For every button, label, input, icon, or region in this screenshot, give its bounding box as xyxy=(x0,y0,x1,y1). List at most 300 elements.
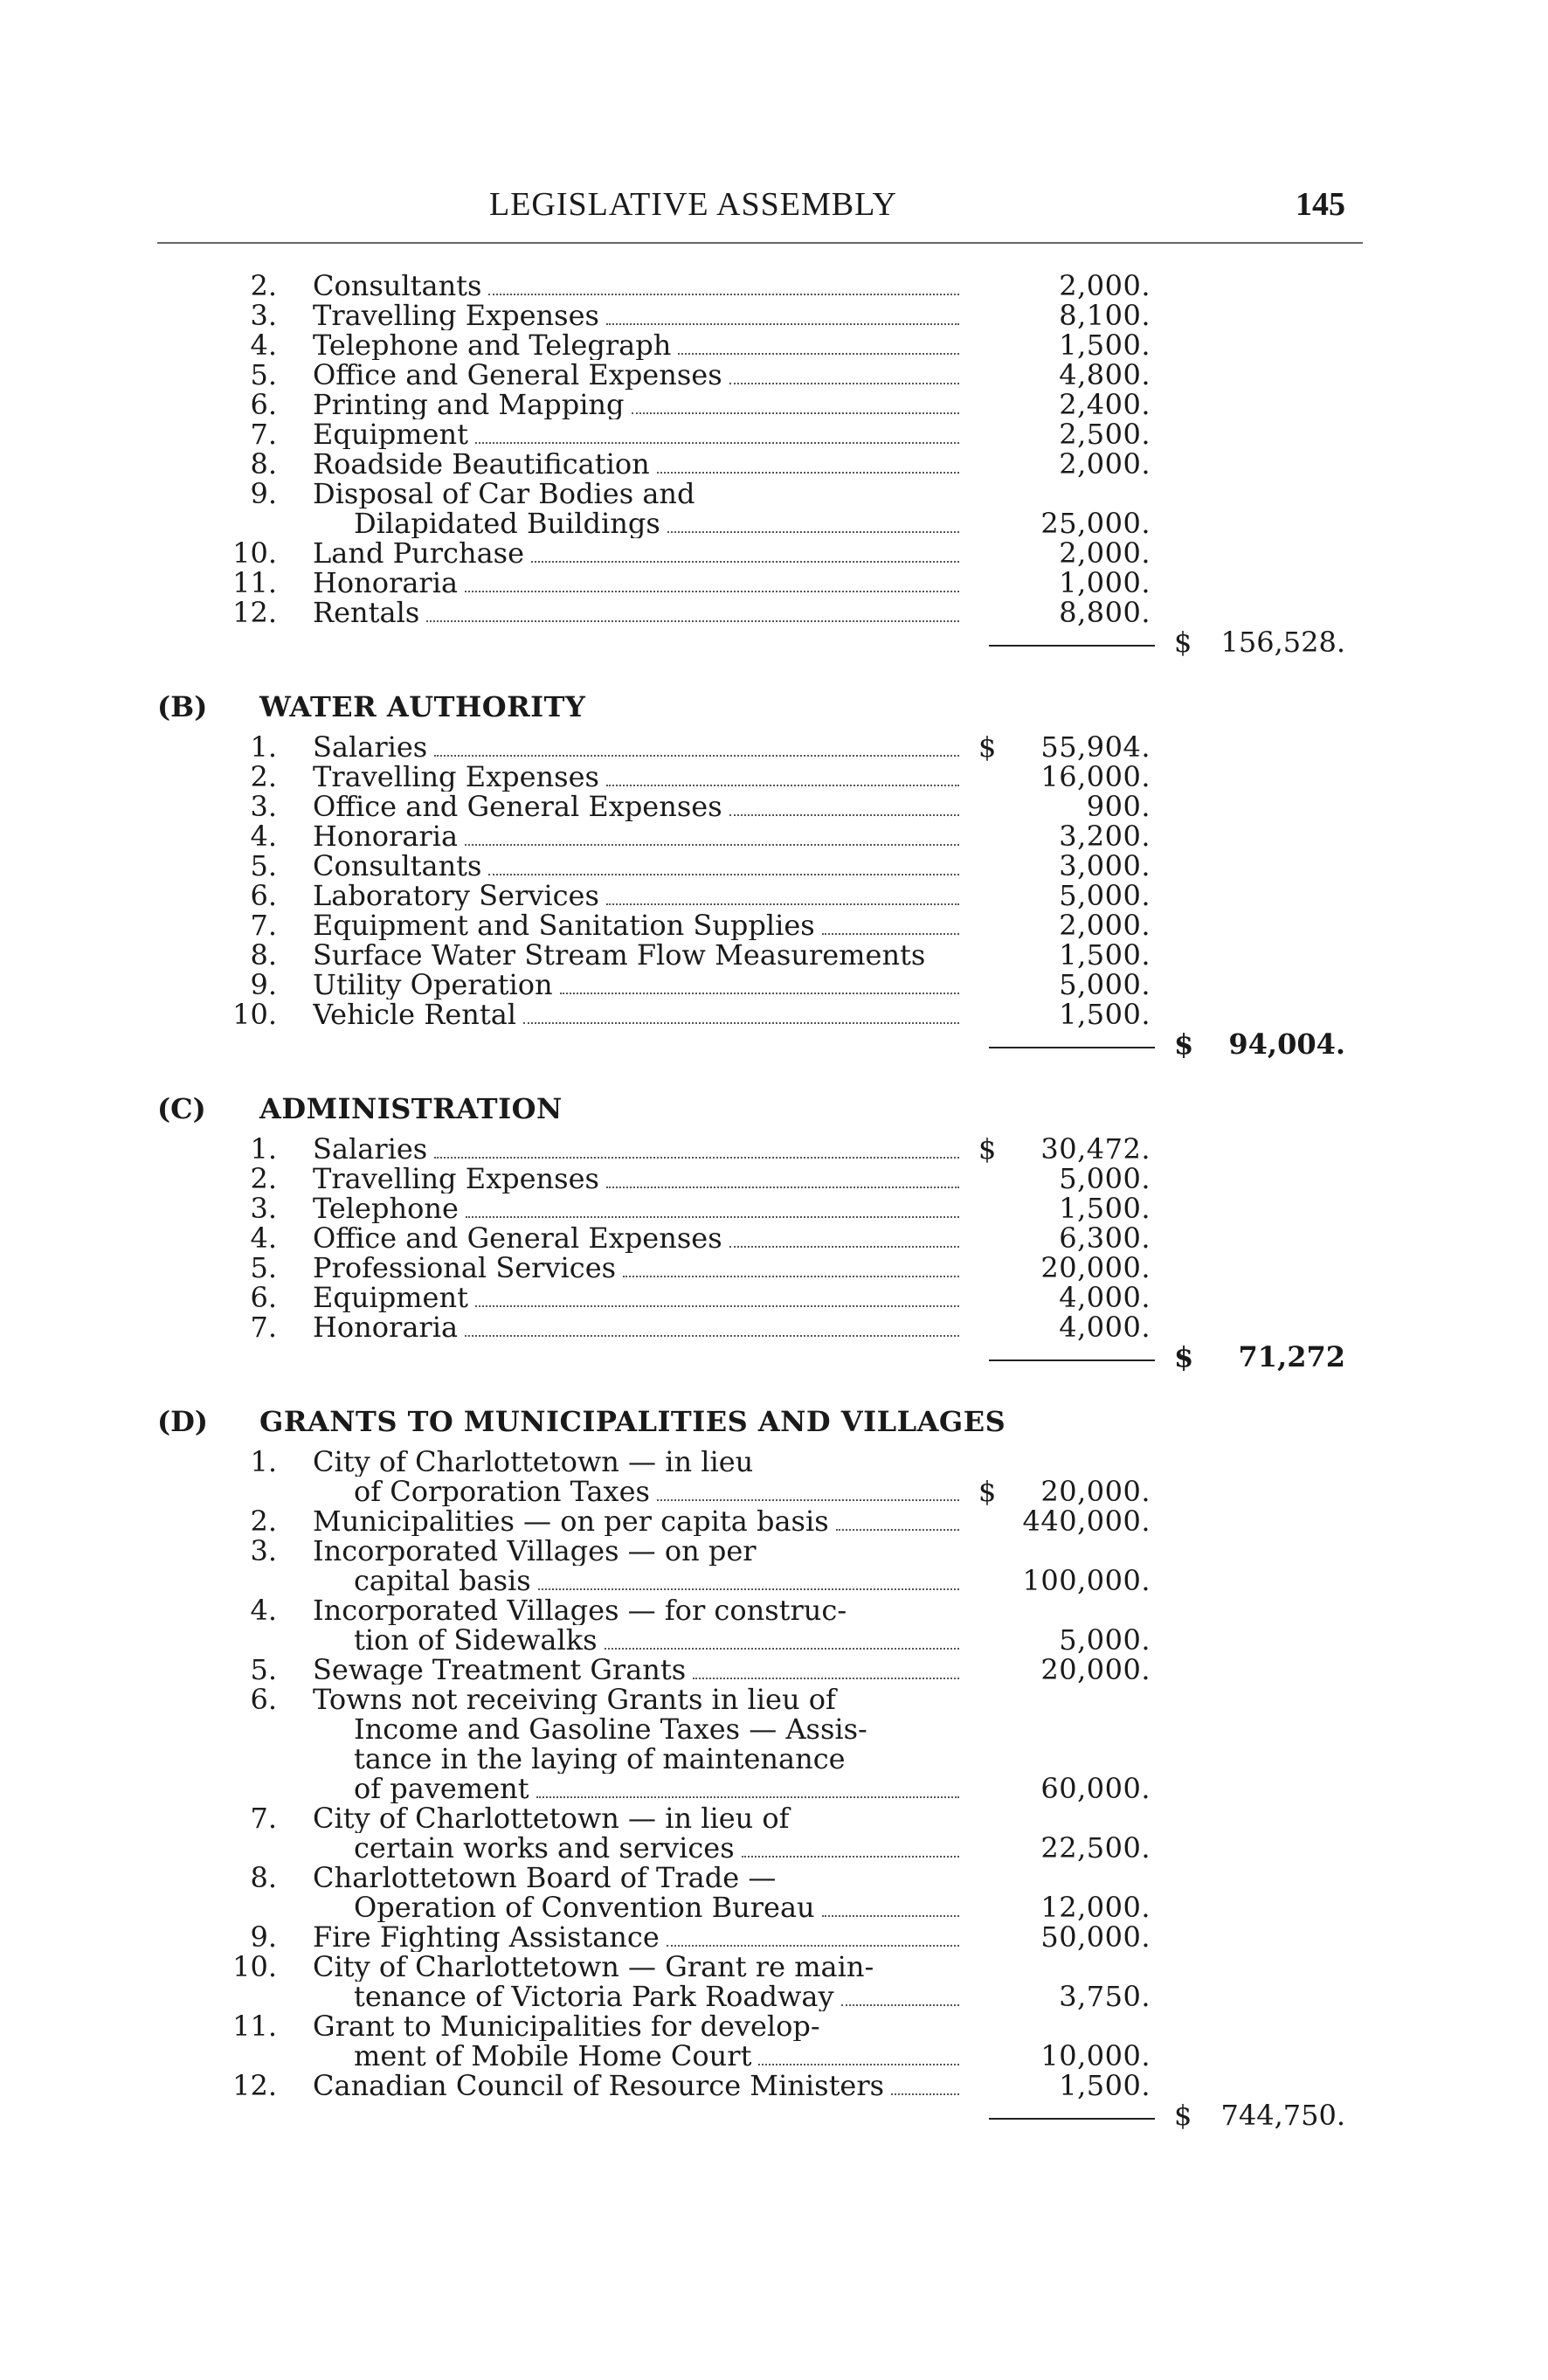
line-item xyxy=(0,1892,1548,1922)
line-item xyxy=(0,1685,1548,1714)
item-amount: 25,000. xyxy=(1040,507,1151,540)
item-number: 4. xyxy=(250,1221,277,1255)
item-number: 5. xyxy=(250,358,277,391)
item-amount: 1,500. xyxy=(1059,1192,1151,1225)
part-c-items xyxy=(0,1134,1548,1342)
item-number: 5. xyxy=(250,1653,277,1686)
section-letter: (B) xyxy=(157,690,208,723)
item-label: Honoraria xyxy=(313,821,459,851)
dot-leader xyxy=(891,2093,959,2095)
item-number: 3. xyxy=(250,790,277,823)
item-description xyxy=(313,330,959,360)
item-amount: 2,400. xyxy=(1059,388,1151,421)
line-item xyxy=(0,598,1548,627)
item-label: Sewage Treatment Grants xyxy=(313,1655,687,1685)
item-label: certain works and services xyxy=(354,1833,735,1863)
item-amount: 8,100. xyxy=(1059,299,1151,332)
item-label: Dilapidated Buildings xyxy=(354,509,660,538)
item-number: 11. xyxy=(232,566,277,599)
item-amount: 1,500. xyxy=(1059,938,1151,972)
item-label: tance in the laying of maintenance xyxy=(354,1744,846,1774)
item-amount: 5,000. xyxy=(1059,968,1151,1001)
item-label: Vehicle Rental xyxy=(313,1000,517,1029)
item-description xyxy=(313,1655,959,1685)
item-number: 3. xyxy=(250,1192,277,1225)
subtotal-rule xyxy=(989,1360,1155,1361)
dot-leader xyxy=(434,1157,959,1159)
line-item xyxy=(0,1566,1548,1595)
item-amount: 3,200. xyxy=(1059,820,1151,853)
item-label: Towns not receiving Grants in lieu of xyxy=(313,1685,836,1714)
item-description xyxy=(313,1506,959,1536)
item-description xyxy=(313,479,959,509)
item-description xyxy=(313,881,959,910)
item-description xyxy=(354,1625,959,1655)
item-label: Telephone and Telegraph xyxy=(313,330,672,360)
dot-leader xyxy=(475,442,959,444)
dot-leader xyxy=(466,1216,959,1218)
item-number: 1. xyxy=(250,1445,277,1478)
item-description xyxy=(354,1714,959,1744)
item-amount: 5,000. xyxy=(1059,1162,1151,1195)
item-amount: 6,300. xyxy=(1059,1221,1151,1255)
item-description xyxy=(313,1803,959,1833)
item-description xyxy=(313,598,959,627)
line-item xyxy=(0,1253,1548,1283)
total-dollar-sign: $ xyxy=(1174,626,1192,659)
item-number: 4. xyxy=(250,329,277,362)
part-a-total-line xyxy=(0,627,1548,657)
item-label: City of Charlottetown — Grant re main- xyxy=(313,1952,874,1982)
item-label: Travelling Expenses xyxy=(313,762,599,792)
dot-leader xyxy=(678,353,959,355)
dot-leader xyxy=(538,1588,959,1590)
item-number: 12. xyxy=(232,596,277,629)
line-item xyxy=(0,1477,1548,1506)
dollar-sign: $ xyxy=(978,1132,997,1166)
item-number: 6. xyxy=(250,879,277,912)
item-amount: 3,750. xyxy=(1059,1980,1151,2013)
item-description xyxy=(354,1892,959,1922)
line-item xyxy=(0,1982,1548,2011)
dot-leader xyxy=(465,844,959,846)
item-label: Salaries xyxy=(313,732,428,762)
dot-leader xyxy=(465,591,959,592)
item-number: 7. xyxy=(250,1802,277,1835)
item-description xyxy=(313,2011,959,2041)
item-amount: 5,000. xyxy=(1059,879,1151,912)
subtotal-rule xyxy=(989,645,1155,647)
line-item xyxy=(0,1134,1548,1164)
section-letter: (D) xyxy=(157,1405,209,1438)
line-item xyxy=(0,792,1548,821)
dot-leader xyxy=(465,1335,959,1337)
item-label: Professional Services xyxy=(313,1253,617,1283)
item-number: 1. xyxy=(250,1132,277,1166)
item-description xyxy=(313,360,959,390)
line-item xyxy=(0,1833,1548,1863)
total-dollar-sign: $ xyxy=(1174,1340,1194,1373)
item-label: ment of Mobile Home Court xyxy=(354,2041,752,2071)
item-number: 2. xyxy=(250,1162,277,1195)
item-description xyxy=(313,449,959,479)
item-number: 4. xyxy=(250,820,277,853)
line-item xyxy=(0,419,1548,449)
item-label: City of Charlottetown — in lieu xyxy=(313,1447,754,1477)
item-label: Incorporated Villages — for construc- xyxy=(313,1595,847,1625)
section-letter: (C) xyxy=(157,1092,206,1125)
item-label: Utility Operation xyxy=(313,970,553,1000)
item-number: 3. xyxy=(250,1534,277,1567)
item-label: Laboratory Services xyxy=(313,881,599,910)
item-number: 2. xyxy=(250,1505,277,1538)
item-label: Land Purchase xyxy=(313,538,524,568)
item-amount: 900. xyxy=(1086,790,1151,823)
item-number: 8. xyxy=(250,938,277,972)
item-label: Consultants xyxy=(313,851,482,881)
item-label: Consultants xyxy=(313,271,482,301)
item-amount: 22,500. xyxy=(1040,1831,1151,1865)
line-item xyxy=(0,1506,1548,1536)
line-item xyxy=(0,1000,1548,1029)
subtotal-rule xyxy=(989,2118,1155,2120)
line-item xyxy=(0,1863,1548,1892)
item-amount: 2,000. xyxy=(1059,447,1151,481)
page-content xyxy=(0,271,1548,2130)
line-item xyxy=(0,1223,1548,1253)
line-item xyxy=(0,1952,1548,1982)
line-item xyxy=(0,1312,1548,1342)
line-item xyxy=(0,821,1548,851)
item-description xyxy=(313,1312,959,1342)
item-number: 3. xyxy=(250,299,277,332)
item-number: 8. xyxy=(250,1861,277,1894)
item-description xyxy=(313,1253,959,1283)
dot-leader xyxy=(488,874,959,875)
item-number: 1. xyxy=(250,730,277,764)
dot-leader xyxy=(632,412,959,414)
dot-leader xyxy=(841,2004,959,2006)
part-b-total-line xyxy=(0,1029,1548,1059)
item-amount: 440,000. xyxy=(1022,1505,1151,1538)
item-label: Travelling Expenses xyxy=(313,301,599,330)
item-amount: 16,000. xyxy=(1040,760,1151,793)
item-number: 11. xyxy=(232,2010,277,2043)
line-item xyxy=(0,301,1548,330)
dot-leader xyxy=(606,785,959,786)
section-title: WATER AUTHORITY xyxy=(259,690,586,723)
item-label: capital basis xyxy=(354,1566,531,1595)
line-item xyxy=(0,1193,1548,1223)
item-label: Travelling Expenses xyxy=(313,1164,599,1193)
item-label: Surface Water Stream Flow Measurements xyxy=(313,940,926,970)
dot-leader xyxy=(426,620,959,622)
line-item xyxy=(0,851,1548,881)
item-description xyxy=(313,1134,959,1164)
item-description xyxy=(313,732,959,762)
section-b-heading xyxy=(0,680,1548,732)
item-amount: 1,500. xyxy=(1059,329,1151,362)
item-amount: 5,000. xyxy=(1059,1623,1151,1657)
item-amount: 10,000. xyxy=(1040,2039,1151,2072)
item-amount: 2,000. xyxy=(1059,269,1151,302)
line-item xyxy=(0,330,1548,360)
item-number: 12. xyxy=(232,2069,277,2102)
item-amount: 20,000. xyxy=(1040,1251,1151,1284)
item-label: Office and General Expenses xyxy=(313,360,722,390)
part-b-items xyxy=(0,732,1548,1029)
total-dollar-sign: $ xyxy=(1174,2099,1192,2132)
item-number: 10. xyxy=(232,1950,277,1983)
line-item xyxy=(0,1595,1548,1625)
line-item xyxy=(0,1283,1548,1312)
line-item xyxy=(0,1744,1548,1774)
item-description xyxy=(313,1536,959,1566)
item-amount: 30,472. xyxy=(1040,1132,1151,1166)
item-amount: 2,500. xyxy=(1059,418,1151,451)
line-item xyxy=(0,1774,1548,1803)
section-c-heading xyxy=(0,1082,1548,1134)
item-amount: 12,000. xyxy=(1040,1891,1151,1924)
dot-leader xyxy=(475,1305,959,1307)
subtotal-rule xyxy=(989,1047,1155,1048)
line-item xyxy=(0,762,1548,792)
item-label: City of Charlottetown — in lieu of xyxy=(313,1803,790,1833)
item-label: Honoraria xyxy=(313,1312,459,1342)
item-number: 5. xyxy=(250,849,277,882)
page-header xyxy=(157,185,1345,229)
item-description xyxy=(313,1164,959,1193)
item-description xyxy=(313,1447,959,1477)
item-number: 9. xyxy=(250,477,277,510)
item-number: 6. xyxy=(250,1281,277,1314)
item-amount: 20,000. xyxy=(1040,1475,1151,1508)
item-label: Canadian Council of Resource Ministers xyxy=(313,2071,885,2100)
line-item xyxy=(0,479,1548,509)
part-a-total: 156,528. xyxy=(1220,626,1345,659)
item-number: 2. xyxy=(250,269,277,302)
dot-leader xyxy=(531,561,959,563)
dot-leader xyxy=(822,933,959,935)
item-label: Office and General Expenses xyxy=(313,1223,722,1253)
item-description xyxy=(313,940,959,970)
item-number: 9. xyxy=(250,1920,277,1954)
line-item xyxy=(0,1536,1548,1566)
item-description xyxy=(313,301,959,330)
dot-leader xyxy=(667,1945,959,1947)
dot-leader xyxy=(657,1499,959,1501)
line-item xyxy=(0,1922,1548,1952)
dot-leader xyxy=(693,1678,959,1679)
item-description xyxy=(313,851,959,881)
dollar-sign: $ xyxy=(978,730,997,764)
item-amount: 4,000. xyxy=(1059,1281,1151,1314)
line-item xyxy=(0,1625,1548,1655)
item-description xyxy=(313,1952,959,1982)
total-dollar-sign: $ xyxy=(1174,1027,1194,1061)
item-label: of pavement xyxy=(354,1774,529,1803)
item-label: Fire Fighting Assistance xyxy=(313,1922,660,1952)
dot-leader xyxy=(605,1648,959,1650)
line-item xyxy=(0,360,1548,390)
dot-leader xyxy=(523,1022,959,1024)
item-description xyxy=(313,1283,959,1312)
line-item xyxy=(0,449,1548,479)
dot-leader xyxy=(606,323,959,325)
item-description xyxy=(313,1863,959,1892)
part-c-total-line xyxy=(0,1342,1548,1372)
dollar-sign: $ xyxy=(978,1475,997,1508)
dot-leader xyxy=(729,383,959,384)
item-description xyxy=(313,970,959,1000)
line-item xyxy=(0,732,1548,762)
part-a-items xyxy=(0,271,1548,627)
item-label: Municipalities — on per capita basis xyxy=(313,1506,829,1536)
header-rule xyxy=(157,242,1363,244)
line-item xyxy=(0,1164,1548,1193)
item-label: Office and General Expenses xyxy=(313,792,722,821)
item-amount: 1,500. xyxy=(1059,2069,1151,2102)
item-description xyxy=(313,910,959,940)
page-number: 145 xyxy=(1296,186,1345,223)
item-number: 2. xyxy=(250,760,277,793)
section-title: ADMINISTRATION xyxy=(259,1092,563,1125)
part-d-total-line xyxy=(0,2100,1548,2130)
item-number: 8. xyxy=(250,447,277,481)
item-description xyxy=(313,271,959,301)
item-amount: 55,904. xyxy=(1040,730,1151,764)
item-label: Grant to Municipalities for develop- xyxy=(313,2011,820,2041)
item-description xyxy=(354,509,959,538)
line-item xyxy=(0,2071,1548,2100)
item-label: Disposal of Car Bodies and xyxy=(313,479,695,509)
part-b-total: 94,004. xyxy=(1228,1027,1345,1061)
dot-leader xyxy=(729,1246,959,1248)
line-item xyxy=(0,2041,1548,2071)
item-number: 7. xyxy=(250,909,277,942)
line-item xyxy=(0,970,1548,1000)
item-label: tenance of Victoria Park Roadway xyxy=(354,1982,834,2011)
dot-leader xyxy=(606,903,959,905)
item-description xyxy=(313,419,959,449)
item-label: Equipment xyxy=(313,1283,468,1312)
item-description xyxy=(354,1982,959,2011)
line-item xyxy=(0,1447,1548,1477)
item-description xyxy=(354,1833,959,1863)
item-description xyxy=(313,538,959,568)
part-d-total: 744,750. xyxy=(1220,2099,1345,2132)
item-label: of Corporation Taxes xyxy=(354,1477,650,1506)
item-amount: 2,000. xyxy=(1059,909,1151,942)
dot-leader xyxy=(742,1856,959,1858)
item-label: tion of Sidewalks xyxy=(354,1625,598,1655)
item-number: 10. xyxy=(232,536,277,570)
item-amount: 2,000. xyxy=(1059,536,1151,570)
dot-leader xyxy=(434,755,959,757)
item-label: Incorporated Villages — on per xyxy=(313,1536,757,1566)
item-label: Telephone xyxy=(313,1193,459,1223)
line-item xyxy=(0,881,1548,910)
item-label: Equipment and Sanitation Supplies xyxy=(313,910,815,940)
item-label: Charlottetown Board of Trade — xyxy=(313,1863,777,1892)
item-label: Income and Gasoline Taxes — Assis- xyxy=(354,1714,867,1744)
item-amount: 3,000. xyxy=(1059,849,1151,882)
item-amount: 4,000. xyxy=(1059,1311,1151,1344)
item-description xyxy=(354,1774,959,1803)
line-item xyxy=(0,940,1548,970)
part-c-total: 71,272 xyxy=(1238,1340,1345,1373)
item-amount: 8,800. xyxy=(1059,596,1151,629)
item-description xyxy=(313,2071,959,2100)
item-description xyxy=(313,390,959,419)
item-description xyxy=(354,1566,959,1595)
item-description xyxy=(354,2041,959,2071)
item-label: Salaries xyxy=(313,1134,428,1164)
item-description xyxy=(313,821,959,851)
item-description xyxy=(313,792,959,821)
line-item xyxy=(0,910,1548,940)
item-description xyxy=(313,1193,959,1223)
item-label: Honoraria xyxy=(313,568,459,598)
dot-leader xyxy=(729,814,959,816)
line-item xyxy=(0,1803,1548,1833)
item-number: 5. xyxy=(250,1251,277,1284)
dot-leader xyxy=(488,294,959,295)
item-amount: 20,000. xyxy=(1040,1653,1151,1686)
item-label: Rentals xyxy=(313,598,420,627)
line-item xyxy=(0,2011,1548,2041)
line-item xyxy=(0,271,1548,301)
item-number: 10. xyxy=(232,998,277,1031)
item-amount: 4,800. xyxy=(1059,358,1151,391)
section-d-heading xyxy=(0,1394,1548,1447)
part-d-items xyxy=(0,1447,1548,2100)
dot-leader xyxy=(560,993,959,994)
item-amount: 50,000. xyxy=(1040,1920,1151,1954)
dot-leader xyxy=(657,472,959,474)
item-description xyxy=(313,1000,959,1029)
dot-leader xyxy=(836,1529,959,1531)
line-item xyxy=(0,509,1548,538)
item-label: Roadside Beautification xyxy=(313,449,650,479)
item-number: 7. xyxy=(250,1311,277,1344)
dot-leader xyxy=(667,531,959,533)
line-item xyxy=(0,1655,1548,1685)
item-amount: 100,000. xyxy=(1022,1564,1151,1597)
dot-leader xyxy=(606,1187,959,1188)
item-amount: 1,000. xyxy=(1059,566,1151,599)
item-number: 4. xyxy=(250,1594,277,1627)
item-amount: 1,500. xyxy=(1059,998,1151,1031)
dot-leader xyxy=(623,1276,959,1277)
item-description xyxy=(354,1744,959,1774)
dot-leader xyxy=(758,2064,959,2065)
dot-leader xyxy=(822,1915,959,1917)
line-item xyxy=(0,538,1548,568)
item-number: 7. xyxy=(250,418,277,451)
item-number: 6. xyxy=(250,1683,277,1716)
item-description xyxy=(313,762,959,792)
line-item xyxy=(0,568,1548,598)
line-item xyxy=(0,390,1548,419)
item-amount: 60,000. xyxy=(1040,1772,1151,1805)
item-description xyxy=(313,568,959,598)
item-description xyxy=(354,1477,959,1506)
item-label: Equipment xyxy=(313,419,468,449)
item-label: Operation of Convention Bureau xyxy=(354,1892,815,1922)
item-label: Printing and Mapping xyxy=(313,390,625,419)
line-item xyxy=(0,1714,1548,1744)
